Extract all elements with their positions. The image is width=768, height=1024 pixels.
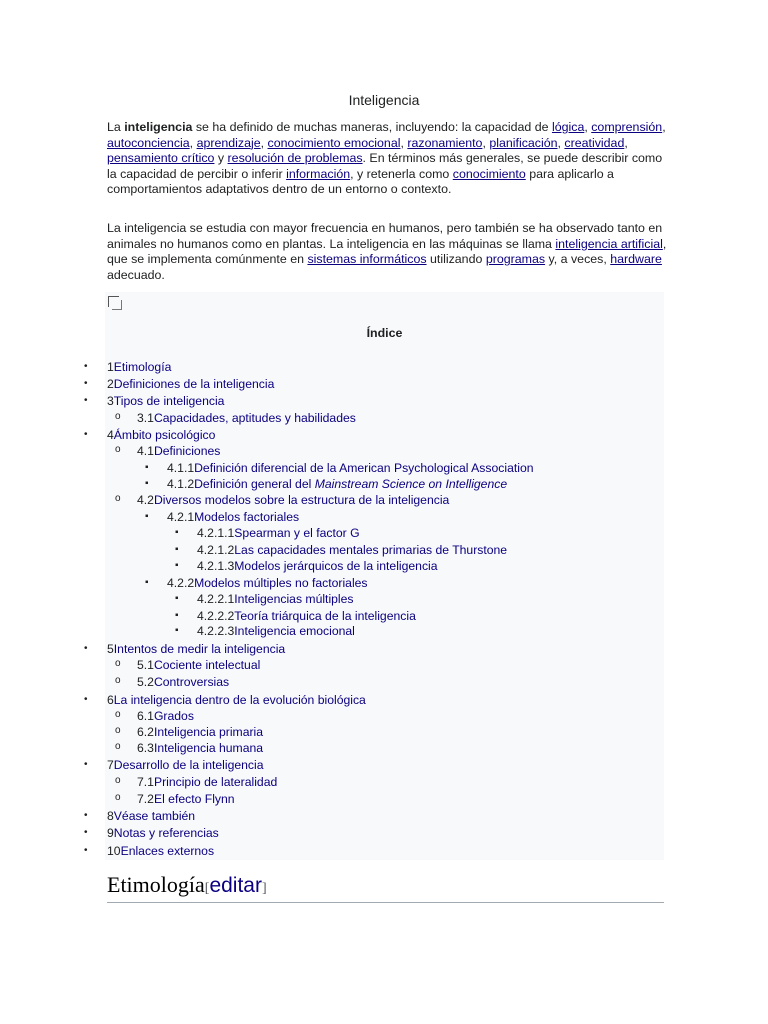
- toc-bullet-icon: ▪: [175, 610, 179, 621]
- toc-bullet-icon: •: [84, 845, 88, 856]
- toc-number: 4.2: [137, 493, 154, 507]
- toc-link[interactable]: Notas y referencias: [113, 826, 219, 840]
- toc-link[interactable]: Controversias: [153, 675, 230, 689]
- toc-number: 8: [107, 809, 114, 823]
- toc-link[interactable]: Intentos de medir la inteligencia: [113, 642, 286, 656]
- section-heading: [107, 872, 267, 898]
- toc-number: 5: [107, 642, 114, 656]
- toc-number: 4.2.1.2: [197, 543, 235, 557]
- toc-bullet-icon: o: [115, 725, 121, 736]
- link-programas[interactable]: programas: [485, 252, 546, 267]
- toc-link[interactable]: Grados: [153, 709, 194, 723]
- toc-link[interactable]: Inteligencia humana: [153, 741, 264, 755]
- toc-bullet-icon: ▪: [175, 527, 179, 538]
- toc-bullet-icon: •: [84, 827, 88, 838]
- link-pensamiento-critico[interactable]: pensamiento crítico: [107, 151, 215, 166]
- toc-bullet-icon: ▪: [175, 593, 179, 604]
- toc-number: 4.2.1: [167, 510, 195, 524]
- toc-bullet-icon: ▪: [145, 478, 149, 489]
- toc-number: 4.2.1.3: [197, 559, 235, 573]
- edit-bracket-open: [: [204, 881, 210, 896]
- toc-link[interactable]: Inteligencias múltiples: [234, 592, 354, 606]
- intro-paragraph: La inteligencia se ha definido de muchas maneras, incluyendo: la capacidad de lógica, comprensión, autoconciencia, aprendizaje, conocimiento emocional, razonamiento, planificación, creatividad, pensamiento crítico y resolución de problemas. En términos más generales, se puede describir como la capacidad de percibir o inferir información, y retenerla como conocimiento para aplicarlo a comportamientos adaptativos dentro de un entorno o contexto.: [107, 120, 666, 197]
- link-informacion[interactable]: información: [286, 166, 351, 181]
- toc-number: 6.3: [137, 741, 154, 755]
- toc-number: 5.1: [137, 658, 154, 672]
- link-conocimiento[interactable]: conocimiento: [452, 166, 526, 181]
- toc-bullet-icon: o: [115, 792, 121, 803]
- toc-bullet-icon: o: [115, 493, 121, 504]
- link-razonamiento[interactable]: razonamiento: [407, 135, 483, 150]
- link-creatividad[interactable]: creatividad: [564, 135, 625, 150]
- toc-link[interactable]: Modelos múltiples no factoriales: [194, 576, 368, 590]
- toc-number: 5.2: [137, 675, 154, 689]
- toc-link[interactable]: Definición general del: [194, 477, 315, 491]
- link-autoconciencia[interactable]: autoconciencia: [107, 135, 190, 150]
- toc-number: 4.1.1: [167, 461, 195, 475]
- toc-number: 4: [107, 428, 114, 442]
- toc-bullet-icon: o: [115, 658, 121, 669]
- toc-toggle-checkbox-icon[interactable]: [108, 296, 119, 307]
- toc-link[interactable]: Capacidades, aptitudes y habilidades: [153, 411, 356, 425]
- toc-bullet-icon: o: [115, 411, 121, 422]
- toc-bullet-icon: ▪: [175, 544, 179, 555]
- toc-number: 7: [107, 758, 114, 772]
- link-hardware[interactable]: hardware: [610, 252, 662, 267]
- toc-title: Índice: [366, 326, 403, 340]
- toc-link[interactable]: Definiciones: [153, 444, 221, 458]
- toc-number: 4.1.2: [167, 477, 195, 491]
- toc-bullet-icon: •: [84, 810, 88, 821]
- toc-link-italic[interactable]: Mainstream Science on Intelligence: [314, 477, 508, 491]
- toc-bullet-icon: •: [84, 361, 88, 372]
- toc-bullet-icon: •: [84, 759, 88, 770]
- toc-link[interactable]: Cociente intelectual: [153, 658, 261, 672]
- toc-bullet-icon: o: [115, 741, 121, 752]
- heading-divider: [107, 902, 664, 903]
- toc-bullet-icon: o: [115, 444, 121, 455]
- toc-bullet-icon: ▪: [175, 625, 179, 636]
- toc-bullet-icon: o: [115, 775, 121, 786]
- toc-number: 4.2.2: [167, 576, 195, 590]
- second-paragraph: La inteligencia se estudia con mayor frecuencia en humanos, pero también se ha observado tanto en animales no humanos como en plantas. La inteligencia en las máquinas se llama inteligencia artificial, que se implementa comúnmente en sistemas informáticos utilizando programas y, a veces, hardware adecuado.: [107, 221, 667, 282]
- toc-link[interactable]: Definiciones de la inteligencia: [113, 377, 275, 391]
- toc-number: 6.1: [137, 709, 154, 723]
- edit-bracket-close: ]: [261, 881, 267, 896]
- toc-link[interactable]: Diversos modelos sobre la estructura de la inteligencia: [153, 493, 450, 507]
- toc-number: 7.2: [137, 792, 154, 806]
- toc-number: 1: [107, 360, 114, 374]
- toc-bullet-icon: •: [84, 429, 88, 440]
- toc-link[interactable]: Modelos jerárquicos de la inteligencia: [234, 559, 438, 573]
- toc-bullet-icon: •: [84, 395, 88, 406]
- toc-number: 6: [107, 693, 114, 707]
- toc-number: 3.1: [137, 411, 154, 425]
- toc-number: 4.1: [137, 444, 154, 458]
- toc-bullet-icon: •: [84, 694, 88, 705]
- toc-bullet-icon: ▪: [175, 560, 179, 571]
- link-conocimiento-emocional[interactable]: conocimiento emocional: [267, 135, 401, 150]
- toc-link[interactable]: Inteligencia primaria: [153, 725, 264, 739]
- toc-number: 6.2: [137, 725, 154, 739]
- toc-link[interactable]: Desarrollo de la inteligencia: [113, 758, 264, 772]
- edit-section-link[interactable]: editar: [209, 874, 262, 897]
- toc-bullet-icon: •: [84, 643, 88, 654]
- page-title: Inteligencia: [348, 92, 420, 108]
- toc-number: 4.2.2.3: [197, 624, 235, 638]
- toc-number: 4.2.1.1: [197, 526, 235, 540]
- toc-number: 2: [107, 377, 114, 391]
- toc-link[interactable]: Teoría triárquica de la inteligencia: [234, 609, 416, 623]
- toc-link[interactable]: La inteligencia dentro de la evolución biológica: [113, 693, 366, 707]
- toc-link[interactable]: Definición diferencial de la American Psychological Association: [194, 461, 534, 475]
- toc-bullet-icon: o: [115, 675, 121, 686]
- toc-bullet-icon: ▪: [145, 511, 149, 522]
- bold-term: inteligencia: [124, 120, 193, 134]
- toc-link[interactable]: Etimología: [113, 360, 172, 374]
- toc-link[interactable]: Enlaces externos: [120, 844, 215, 858]
- link-comprension[interactable]: comprensión: [591, 120, 663, 134]
- toc-number: 10: [107, 844, 121, 858]
- toc-number: 4.2.2.1: [197, 592, 235, 606]
- link-planificacion[interactable]: planificación: [489, 135, 558, 150]
- link-logica[interactable]: lógica: [551, 120, 585, 134]
- link-aprendizaje[interactable]: aprendizaje: [196, 135, 261, 150]
- toc-bullet-icon: o: [115, 709, 121, 720]
- link-sistemas-informaticos[interactable]: sistemas informáticos: [307, 252, 427, 267]
- toc-link[interactable]: Principio de lateralidad: [153, 775, 278, 789]
- link-inteligencia-artificial[interactable]: inteligencia artificial: [555, 236, 663, 251]
- toc-link[interactable]: Ámbito psicológico: [113, 428, 216, 442]
- toc-bullet-icon: •: [84, 378, 88, 389]
- toc-link[interactable]: Inteligencia emocional: [234, 624, 355, 638]
- section-heading-text: Etimología: [107, 872, 205, 897]
- toc-link[interactable]: Modelos factoriales: [194, 510, 300, 524]
- toc-number: 7.1: [137, 775, 154, 789]
- link-resolucion-de-problemas[interactable]: resolución de problemas: [227, 151, 363, 166]
- toc-link[interactable]: El efecto Flynn: [153, 792, 235, 806]
- toc-number: 3: [107, 394, 114, 408]
- toc-link[interactable]: Tipos de inteligencia: [113, 394, 225, 408]
- toc-bullet-icon: ▪: [145, 577, 149, 588]
- toc-link[interactable]: Véase también: [113, 809, 196, 823]
- toc-number: 9: [107, 826, 114, 840]
- toc-link[interactable]: Spearman y el factor G: [234, 526, 360, 540]
- toc-number: 4.2.2.2: [197, 609, 235, 623]
- toc-bullet-icon: ▪: [145, 462, 149, 473]
- toc-link[interactable]: Las capacidades mentales primarias de Thurstone: [234, 543, 508, 557]
